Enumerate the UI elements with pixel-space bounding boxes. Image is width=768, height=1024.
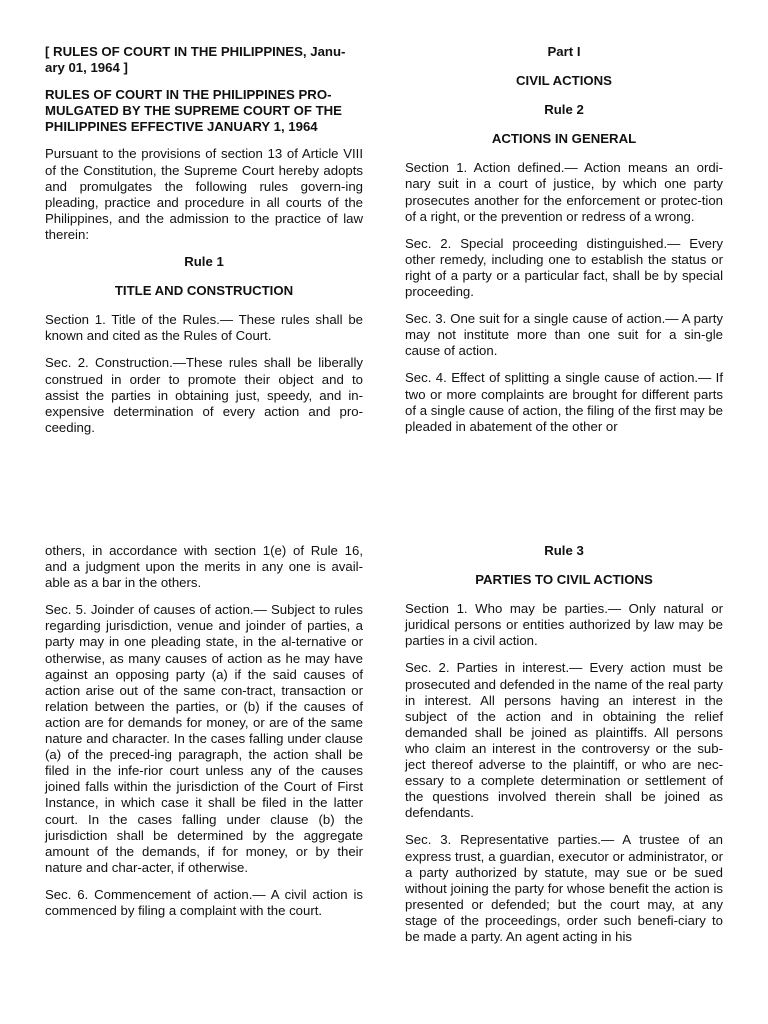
column-bottom-right — [405, 543, 723, 956]
bracket-title: [ RULES OF COURT IN THE PHILIPPINES, Janu-ary 01, 1964 ] — [45, 44, 346, 76]
rule-2-label: Rule 2 — [544, 102, 584, 118]
column-top-left — [45, 44, 363, 447]
rule-1-label: Rule 1 — [184, 254, 224, 270]
preamble-paragraph: Pursuant to the provisions of section 13 of Article VIII of the Constitution, the Supreme Court hereby adopts and promulgates the following rules govern-ing pleading, practice and procedure in all courts of the Philippines, and the admission to the practice of law therein: — [45, 146, 363, 242]
rule-1-section-2: Sec. 2. Construction.—These rules shall be liberally construed in order to promote their object and to assist the parties in obtaining just, speedy, and in-expensive determination of every action and pro-ceeding. — [45, 355, 363, 435]
rule-2-section-6: Sec. 6. Commencement of action.— A civil action is commenced by filing a complaint with the court. — [45, 886, 363, 918]
rule-2-section-4: Sec. 4. Effect of splitting a single cause of action.— If two or more complaints are brought for different parts of a single cause of action, the filing of the first may be pleaded in abatement of the other or — [405, 370, 723, 434]
rule-2-title: ACTIONS IN GENERAL — [491, 131, 637, 147]
rule-3-label: Rule 3 — [544, 543, 584, 558]
rule-2-section-4-continuation: others, in accordance with section 1(e) of Rule 16, and a judgment upon the merits in any one is avail-able as a bar in the others. — [45, 543, 363, 591]
rule-2-section-2: Sec. 2. Special proceeding distinguished.— Every other remedy, including one to establish the status or right of a party or a particular fact, shall be by special proceeding. — [405, 235, 723, 300]
main-heading: RULES OF COURT IN THE PHILIPPINES PRO-MULGATED BY THE SUPREME COURT OF THE PHILIPPINES EFFECTIVE JANUARY 1, 1964 — [45, 87, 342, 135]
rule-3-section-3: Sec. 3. Representative parties.— A trustee of an express trust, a guardian, executor or administrator, or a party authorized by statute, may sue or be sued without joining the party for whose benefit the action is presented or defended; but the court may, at any stage of the proceedings, order such benefi-ciary to be made a party. An agent acting in his — [405, 832, 723, 944]
rule-2-section-3: Sec. 3. One suit for a single cause of action.— A party may not institute more than one suit for a sin-gle cause of action. — [405, 311, 723, 359]
part-1-title: CIVIL ACTIONS — [516, 73, 612, 89]
rule-3-title: PARTIES TO CIVIL ACTIONS — [475, 572, 653, 588]
rule-3-section-2: Sec. 2. Parties in interest.— Every action must be prosecuted and defended in the name of the real party in interest. All persons having an interest in the subject of the action and in obtaining the relief demanded shall be joined as plaintiffs. All persons who claim an interest in the controversy or the sub-ject thereof adverse to the plaintiff, or who are nec-essary to a complete determination or settlement of the questions involved therein shall be joined as defendants. — [405, 660, 723, 821]
rule-2-section-5: Sec. 5. Joinder of causes of action.— Subject to rules regarding jurisdiction, venue and joinder of parties, a party may in one pleading state, in the al-ternative or otherwise, as many causes of action as he may have against an opposing party (a) if the said causes of action arise out of the same con-tract, transaction or relation between the parties, or (b) if the causes of action are for demands for money, or are of the same nature and character. In the cases falling under clause (a) of the preced-ing paragraph, the action shall be filed in the infe-rior court unless any of the causes joined falls within the jurisdiction of the Court of First Instance, in which case it shall be filed in the latter court. In the cases falling under clause (b) the jurisdiction shall be determined by the aggregate amount of the demands, if for money, or by their nature and char-acter, if otherwise. — [45, 602, 363, 875]
rule-1-section-1: Section 1. Title of the Rules.— These rules shall be known and cited as the Rules of Court. — [45, 312, 363, 344]
rule-2-section-1: Section 1. Action defined.— Action means an ordi-nary suit in a court of justice, by which one party prosecutes another for the enforcement or protec-tion of a right, or the prevention or redress of a wrong. — [405, 160, 723, 224]
part-1-label: Part I — [547, 44, 581, 59]
rule-1-title: TITLE AND CONSTRUCTION — [114, 283, 294, 299]
rule-3-section-1: Section 1. Who may be parties.— Only natural or juridical persons or entities authorized by law may be parties in a civil action. — [405, 601, 723, 649]
column-bottom-left — [45, 543, 363, 930]
column-top-right — [405, 44, 723, 446]
